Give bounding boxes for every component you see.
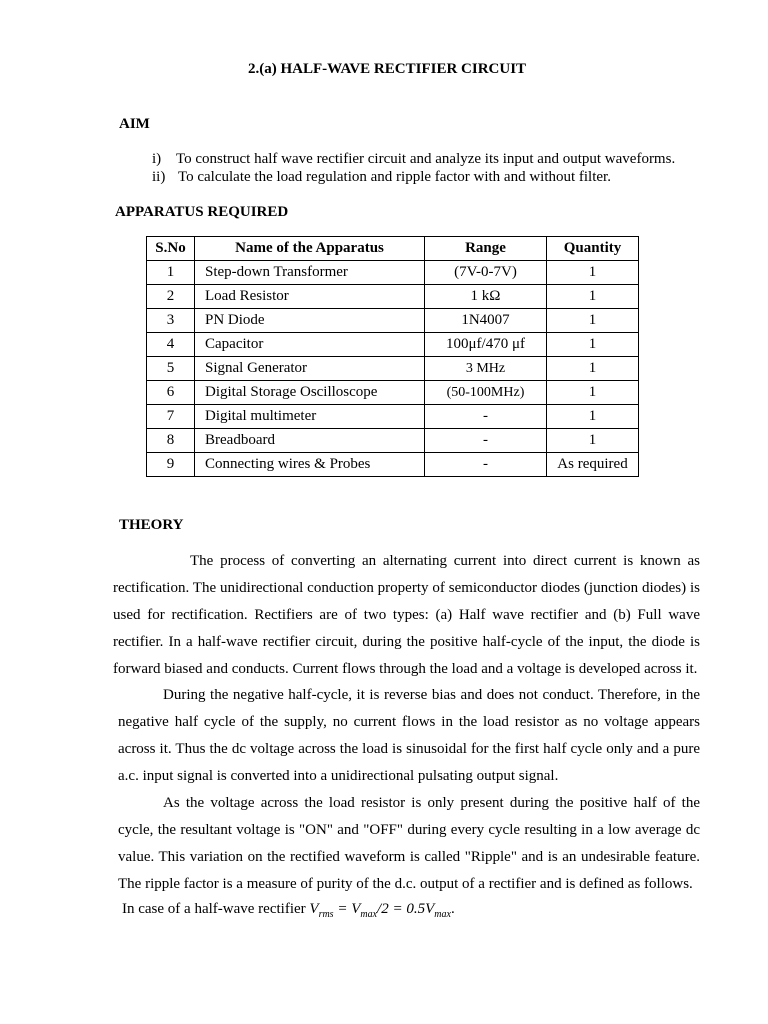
cell-name: Signal Generator bbox=[195, 357, 425, 381]
aim-item-text: To calculate the load regulation and ripple factor with and without filter. bbox=[178, 169, 611, 185]
table-row bbox=[147, 381, 639, 405]
cell-quantity: 1 bbox=[547, 381, 639, 405]
cell-name: PN Diode bbox=[195, 309, 425, 333]
cell-range: 3 MHz bbox=[425, 357, 547, 381]
cell-range: (7V-0-7V) bbox=[425, 261, 547, 285]
cell-name: Capacitor bbox=[195, 333, 425, 357]
cell-sno: 8 bbox=[147, 429, 195, 453]
cell-name: Load Resistor bbox=[195, 285, 425, 309]
formula-sub-max: max bbox=[360, 909, 378, 920]
theory-paragraph-3: As the voltage across the load resistor is only present during the positive half of the cycle, the resultant voltage is "ON" and "OFF" during every cycle resulting in a low average dc value. This variation on the rectified waveform is called "Ripple" and is an undesirable feature. The ripple factor is a measure of purity of the d.c. output of a rectifier and is defined as follows. bbox=[118, 795, 700, 892]
cell-quantity: 1 bbox=[547, 357, 639, 381]
table-row bbox=[147, 453, 639, 477]
cell-sno: 7 bbox=[147, 405, 195, 429]
aim-item-1 bbox=[152, 150, 675, 168]
aim-item-number: ii) bbox=[152, 169, 166, 185]
formula-var-vmax-2: V bbox=[425, 901, 435, 917]
cell-range: (50-100MHz) bbox=[425, 381, 547, 405]
cell-sno: 3 bbox=[147, 309, 195, 333]
cell-range: 1 kΩ bbox=[425, 285, 547, 309]
theory-paragraph-2: During the negative half-cycle, it is reverse bias and does not conduct. Therefore, in the negative half cycle of the supply, no current flows in the load resistor as no voltage appears across it. Thus the dc voltage across the load is sinusoidal for the first half cycle only and a pure a.c. input signal is converted into a unidirectional pulsating output signal. bbox=[118, 687, 700, 784]
cell-sno: 4 bbox=[147, 333, 195, 357]
aim-item-text: To construct half wave rectifier circuit and analyze its input and output waveforms. bbox=[176, 151, 676, 167]
cell-range: - bbox=[425, 429, 547, 453]
cell-quantity: 1 bbox=[547, 285, 639, 309]
cell-quantity: 1 bbox=[547, 429, 639, 453]
column-header-range: Range bbox=[425, 237, 547, 261]
table-row bbox=[147, 405, 639, 429]
table-row bbox=[147, 357, 639, 381]
cell-range: 100μf/470 μf bbox=[425, 333, 547, 357]
cell-quantity: 1 bbox=[547, 333, 639, 357]
cell-range: 1N4007 bbox=[425, 309, 547, 333]
ripple-formula bbox=[122, 898, 455, 926]
cell-name: Breadboard bbox=[195, 429, 425, 453]
cell-range: - bbox=[425, 405, 547, 429]
theory-paragraph-1: The process of converting an alternating current into direct current is known as rectification. The unidirectional conduction property of semiconductor diodes (junction diodes) is used for rectification. Rectifiers are of two types: (a) Half wave rectifier and (b) Full wave rectifier. In a half-wave rectifier circuit, during the positive half-cycle of the input, the diode is forward biased and conducts. Current flows through the load and a voltage is developed across it. bbox=[113, 553, 700, 677]
page-title: 2.(a) HALF-WAVE RECTIFIER CIRCUIT bbox=[247, 61, 527, 77]
formula-sub-max-2: max bbox=[434, 909, 451, 920]
table-row bbox=[147, 333, 639, 357]
cell-name: Step-down Transformer bbox=[195, 261, 425, 285]
theory-heading: THEORY bbox=[119, 517, 184, 533]
cell-name: Digital Storage Oscilloscope bbox=[195, 381, 425, 405]
cell-sno: 5 bbox=[147, 357, 195, 381]
aim-item-2 bbox=[152, 168, 675, 186]
formula-prefix: In case of a half-wave rectifier bbox=[122, 901, 310, 917]
column-header-quantity: Quantity bbox=[547, 237, 639, 261]
apparatus-table bbox=[146, 236, 639, 477]
cell-quantity: As required bbox=[547, 453, 639, 477]
formula-var-vrms: V bbox=[309, 901, 319, 917]
cell-name: Connecting wires & Probes bbox=[195, 453, 425, 477]
cell-sno: 6 bbox=[147, 381, 195, 405]
table-row bbox=[147, 261, 639, 285]
apparatus-heading: APPARATUS REQUIRED bbox=[115, 204, 289, 220]
cell-quantity: 1 bbox=[547, 261, 639, 285]
column-header-sno: S.No bbox=[147, 237, 195, 261]
aim-heading: AIM bbox=[119, 116, 150, 132]
aim-list bbox=[152, 150, 675, 186]
cell-quantity: 1 bbox=[547, 405, 639, 429]
cell-sno: 1 bbox=[147, 261, 195, 285]
cell-range: - bbox=[425, 453, 547, 477]
table-row bbox=[147, 429, 639, 453]
formula-division: /2 = 0.5 bbox=[377, 901, 426, 917]
cell-sno: 2 bbox=[147, 285, 195, 309]
cell-sno: 9 bbox=[147, 453, 195, 477]
formula-equals: = bbox=[333, 901, 352, 917]
aim-item-number: i) bbox=[152, 151, 162, 167]
cell-name: Digital multimeter bbox=[195, 405, 425, 429]
column-header-name: Name of the Apparatus bbox=[195, 237, 425, 261]
formula-sub-rms: rms bbox=[318, 909, 334, 920]
formula-var-vmax: V bbox=[351, 901, 361, 917]
cell-quantity: 1 bbox=[547, 309, 639, 333]
table-row bbox=[147, 285, 639, 309]
formula-end: . bbox=[450, 901, 455, 917]
table-header-row bbox=[147, 237, 639, 261]
table-row bbox=[147, 309, 639, 333]
